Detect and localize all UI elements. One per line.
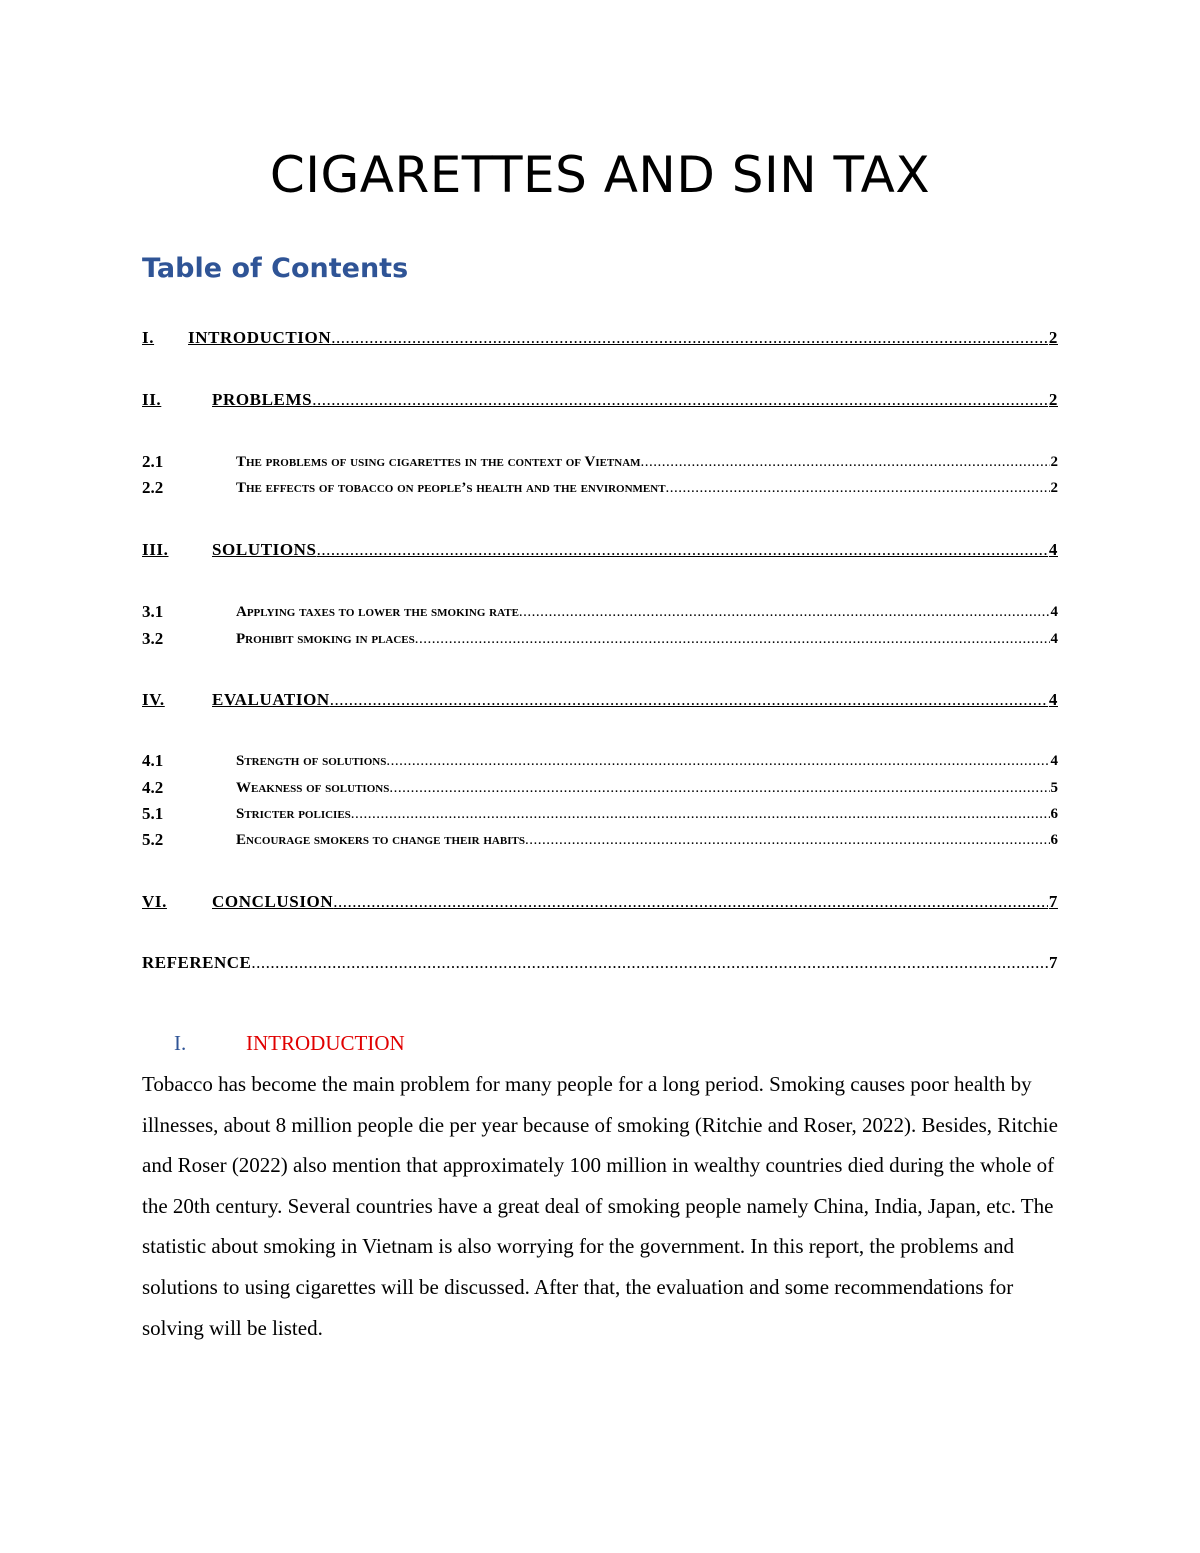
toc-entry-2-1[interactable] [142,451,1058,473]
toc-entry-page: 4 [1048,540,1058,559]
toc-entry-number: 3.2 [142,629,164,648]
toc-entry-page: 4 [1050,604,1058,620]
toc-dot-leader [331,327,1048,349]
toc-entry-label: Weakness of solutions [236,780,390,796]
toc-dot-leader [519,601,1050,623]
toc-entry-label: PROBLEMS [212,390,313,409]
toc-entry-page: 2 [1050,480,1058,496]
toc-entry-problems[interactable] [142,389,1058,411]
toc-dot-leader [251,952,1048,974]
toc-entry-number: 4.1 [142,751,164,770]
toc-entry-label: Prohibit smoking in places [236,631,415,647]
toc-dot-leader [415,628,1050,650]
toc-dot-leader [386,750,1049,772]
toc-entry-label: Encourage smokers to change their habits [236,832,525,848]
toc-dot-leader [525,829,1050,851]
toc-entry-page: 2 [1050,454,1058,470]
toc-entry-5-2[interactable] [142,829,1058,851]
toc-entry-page: 7 [1049,953,1058,972]
toc-entry-page: 2 [1048,390,1058,409]
toc-entry-page: 6 [1050,832,1058,848]
toc-entry-page: 7 [1048,892,1058,911]
toc-entry-page: 4 [1050,631,1058,647]
toc-entry-label: The effects of tobacco on people’s health and the environment [236,480,666,496]
toc-dot-leader [312,389,1048,411]
toc-entry-label: Stricter policies [236,806,351,822]
toc-dot-leader [666,477,1050,499]
toc-entry-label: INTRODUCTION [188,328,332,347]
toc-entry-solutions[interactable] [142,539,1058,561]
toc-entry-page: 6 [1050,806,1058,822]
toc-entry-label: Applying taxes to lower the smoking rate [236,604,519,620]
toc-entry-label: Strength of solutions [236,753,387,769]
toc-entry-reference[interactable] [142,952,1058,974]
toc-entry-page: 4 [1048,690,1058,709]
toc-entry-number: 2.2 [142,478,164,497]
toc-entry-label: EVALUATION [212,690,330,709]
toc-entry-number: VI. [142,892,167,911]
toc-entry-3-2[interactable] [142,628,1058,650]
toc-entry-4-2[interactable] [142,777,1058,799]
introduction-title: INTRODUCTION [246,1031,405,1055]
toc-dot-leader [330,689,1048,711]
document-title: CIGARETTES AND SIN TAX [269,146,931,204]
toc-entry-conclusion[interactable] [142,891,1058,913]
toc-entry-3-1[interactable] [142,601,1058,623]
introduction-paragraph: Tobacco has become the main problem for many people for a long period. Smoking causes poor health by illnesses, about 8 million people die per year because of smoking (Ritchie and Roser, 2022). Besides, Ritchie and Roser (2022) also mention that approximately 100 million in wealthy countries died during the whole of the 20th century. Several countries have a great deal of smoking people namely China, India, Japan, etc. The statistic about smoking in Vietnam is also worrying for the government. In this report, the problems and solutions to using cigarettes will be discussed. After that, the evaluation and some recommendations for solving will be listed. [142,1072,1058,1340]
toc-entry-number: I. [142,328,155,347]
toc-entry-number: 5.2 [142,830,164,849]
introduction-number: I. [174,1031,187,1055]
toc-entry-number: 3.1 [142,602,164,621]
toc-entry-number: III. [142,540,169,559]
toc-entry-number: 5.1 [142,804,164,823]
toc-heading: Table of Contents [142,253,409,284]
toc-entry-label: The problems of using cigarettes in the context of Vietnam [236,454,641,470]
toc-entry-evaluation[interactable] [142,689,1058,711]
introduction-body [142,1064,1062,1348]
toc-entry-number: II. [142,390,162,409]
toc-dot-leader [317,539,1048,561]
toc-entry-page: 2 [1048,328,1058,347]
toc-entry-number: 2.1 [142,452,164,471]
toc-entry-number: 4.2 [142,778,164,797]
toc-entry-2-2[interactable] [142,477,1058,499]
toc-entry-introduction[interactable] [142,327,1058,349]
toc-entry-number: IV. [142,690,165,709]
toc-entry-label: CONCLUSION [212,892,334,911]
toc-dot-leader [389,777,1049,799]
toc-entry-page: 5 [1050,780,1058,796]
toc-dot-leader [641,451,1050,473]
introduction-heading [174,1028,405,1058]
toc-dot-leader [333,891,1048,913]
toc-entry-label: SOLUTIONS [212,540,317,559]
toc-entry-5-1[interactable] [142,803,1058,825]
toc-entry-label: REFERENCE [142,953,252,972]
toc-entry-4-1[interactable] [142,750,1058,772]
toc-dot-leader [351,803,1050,825]
toc-entry-page: 4 [1050,753,1058,769]
